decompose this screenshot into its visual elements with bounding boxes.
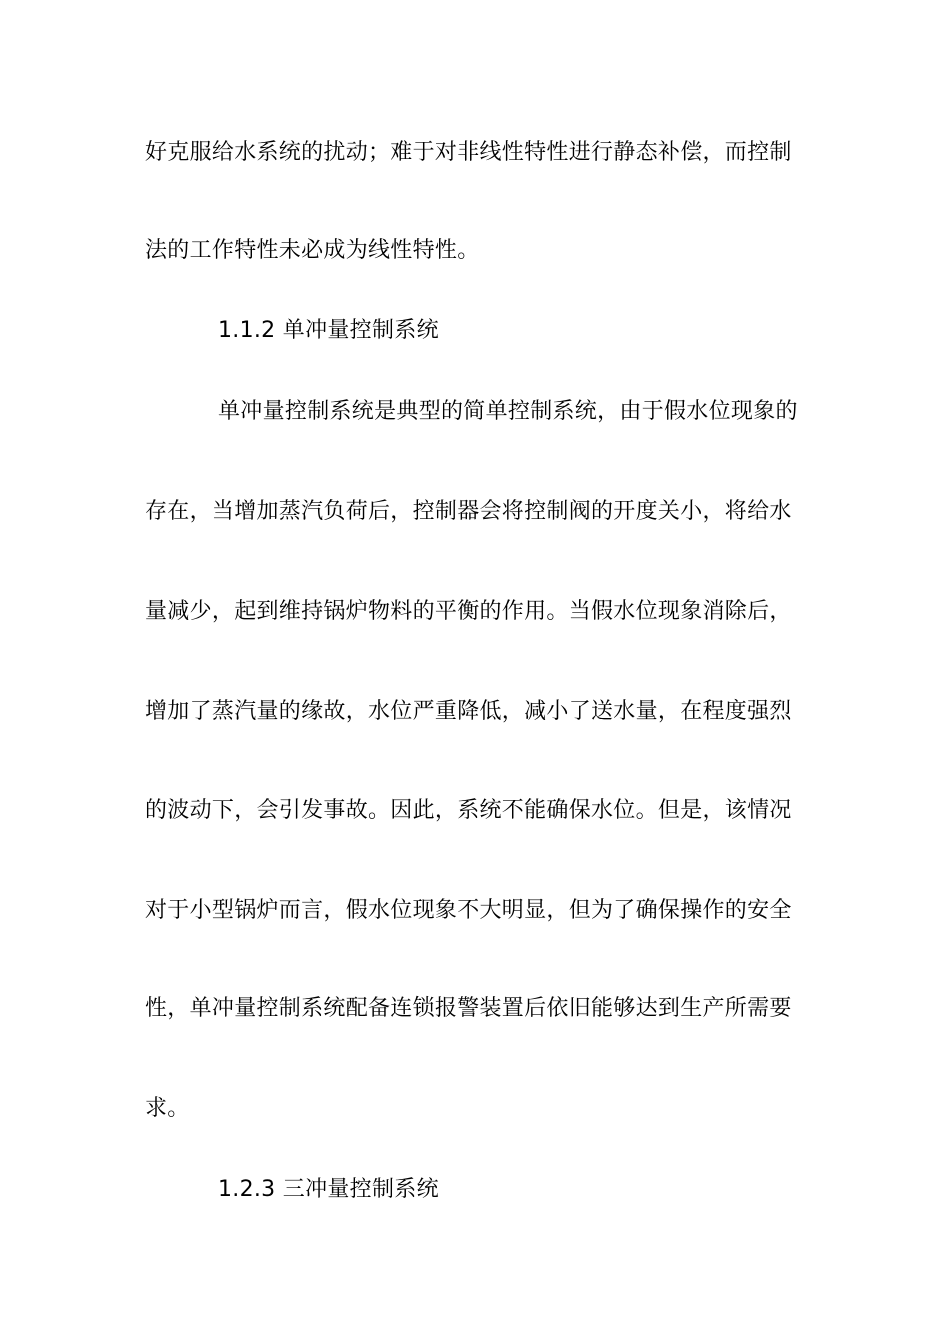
paragraph-line: 单冲量控制系统是典型的简单控制系统，由于假水位现象的 (218, 399, 798, 424)
paragraph-line: 增加了蒸汽量的缘故，水位严重降低，减小了送水量，在程度强烈 (145, 699, 792, 724)
paragraph-line: 量减少，起到维持锅炉物料的平衡的作用。当假水位现象消除后， (145, 599, 792, 624)
section-heading-1-2-3: 1.2.3 三冲量控制系统 (218, 1177, 439, 1202)
paragraph-line: 对于小型锅炉而言，假水位现象不大明显，但为了确保操作的安全 (145, 898, 792, 923)
paragraph-line: 好克服给水系统的扰动；难于对非线性特性进行静态补偿，而控制 (145, 140, 792, 165)
paragraph-line: 存在，当增加蒸汽负荷后，控制器会将控制阀的开度关小，将给水 (145, 499, 792, 524)
paragraph-line: 法的工作特性未必成为线性特性。 (145, 238, 480, 263)
paragraph-line: 求。 (145, 1096, 190, 1121)
paragraph-line: 性，单冲量控制系统配备连锁报警装置后依旧能够达到生产所需要 (145, 996, 792, 1021)
section-heading-1-1-2: 1.1.2 单冲量控制系统 (218, 318, 439, 343)
paragraph-line: 的波动下，会引发事故。因此，系统不能确保水位。但是，该情况 (145, 798, 792, 823)
